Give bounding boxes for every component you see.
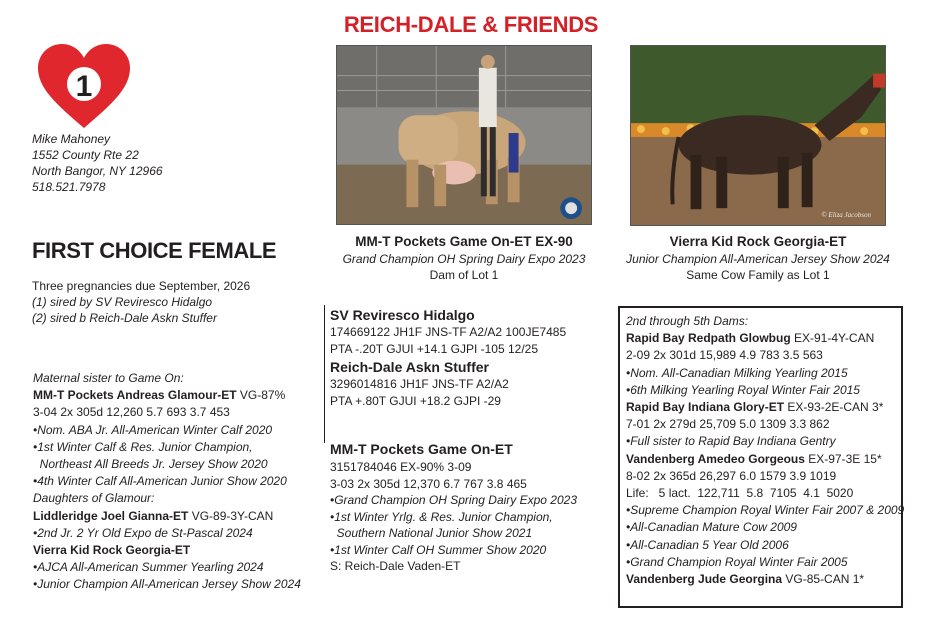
heart-icon [36,42,132,130]
dam-award: •1st Winter Calf OH Summer Show 2020 [330,542,547,557]
sire-pta-line: PTA +.80T GJUI +18.2 GJPI -29 [330,394,501,408]
dam4-award: •All-Canadian Mature Cow 2009 [626,520,797,535]
dam-id-line: 3151784046 EX-90% 3-09 [330,460,472,474]
sire-id-line: 3296014816 JH1F JNS-TF A2/A2 [330,377,509,391]
sister-score: VG-87% [236,388,286,403]
daughter-score: VG-89-3Y-CAN [188,508,274,523]
sister-name: MM-T Pockets Andreas Glamour-ET [33,388,237,403]
lot-heading: FIRST CHOICE FEMALE [32,238,277,263]
dam3-award: •Full sister to Rapid Bay Indiana Gentry [626,434,836,449]
dam4-score: EX-97-3E 15* [804,451,882,466]
dam2-name: Rapid Bay Redpath Glowbug [626,331,791,346]
dam5-score: VG-85-CAN 1* [782,572,865,587]
dam-award: Southern National Junior Show 2021 [330,526,533,540]
consignor-contact [32,131,163,195]
dam2-award: •6th Milking Yearling Royal Winter Fair 2015 [626,382,860,397]
pregnancy-line: (2) sired b Reich-Dale Askn Stuffer [32,311,217,325]
caption-relation: Dam of Lot 1 [429,268,499,282]
caption-award: Grand Champion OH Spring Dairy Expo 2023 [342,252,586,266]
cow-photo-illustration [631,46,885,225]
dam-name: MM-T Pockets Game On-ET [330,441,513,457]
daughter-award: •2nd Jr. 2 Yr Old Expo de St-Pascal 2024 [33,525,253,540]
daughter-name: Liddleridge Joel Gianna-ET [33,508,189,523]
maternal-sister-block [33,370,301,594]
pregnancy-line: (1) sired by SV Reviresco Hidalgo [32,295,213,309]
dam4-name: Vandenberg Amedeo Gorgeous [626,451,805,466]
photo-caption-georgia [612,233,904,283]
daughter-award: •Junior Champion All-American Jersey Show 2024 [33,577,301,592]
photo-georgia [630,45,886,226]
caption-cow-name: MM-T Pockets Game On-ET EX-90 [355,234,573,249]
dam3-record: 7-01 2x 279d 25,709 5.0 1309 3.3 862 [626,417,830,432]
lot-number: 1 [75,70,93,103]
dam-record: 3-03 2x 305d 12,370 6.7 767 3.8 465 [330,476,527,491]
dam4-award: •All-Canadian 5 Year Old 2006 [626,537,789,552]
dam-block [330,440,577,575]
dam4-award: •Grand Champion Royal Winter Fair 2005 [626,554,848,569]
dam4-record: 8-02 2x 365d 26,297 6.0 1579 3.9 1019 [626,468,837,483]
dam4-award: •Supreme Champion Royal Winter Fair 2007 & 2009 [626,503,905,518]
dam-award: •1st Winter Yrlg. & Res. Junior Champion, [330,509,553,524]
page-title: REICH-DALE & FRIENDS [343,12,599,37]
sire-pta-line: PTA -.20T GJUI +14.1 GJPI -105 12/25 [330,342,538,356]
sires-block [330,306,566,410]
sire-name: SV Reviresco Hidalgo [330,307,475,323]
photo-game-on [336,45,592,225]
sister-record: 3-04 2x 305d 12,260 5.7 693 3.7 453 [33,405,230,420]
sister-award: Northeast All Breeds Jr. Jersey Show 2020 [33,457,268,472]
dams-block [626,313,904,588]
sire-name: Reich-Dale Askn Stuffer [330,359,489,375]
cow-photo-illustration [337,46,591,224]
dam2-score: EX-91-4Y-CAN [790,331,875,346]
daughters-intro: Daughters of Glamour: [33,491,155,506]
contact-address-2: North Bangor, NY 12966 [32,164,163,178]
sire-id-line: 174669122 JH1F JNS-TF A2/A2 100JE7485 [330,325,567,339]
pregnancy-info [32,278,250,326]
dam2-record: 2-09 2x 301d 15,989 4.9 783 3.5 563 [626,348,823,363]
contact-phone: 518.521.7978 [32,180,106,194]
dam-sire: S: Reich-Dale Vaden-ET [330,559,461,573]
contact-name: Mike Mahoney [32,132,111,146]
dam-award: •Grand Champion OH Spring Dairy Expo 2023 [330,493,577,507]
daughter-award: •AJCA All-American Summer Yearling 2024 [33,560,264,575]
photo-credit: © Eliza Jacobson [821,211,871,219]
pregnancy-line: Three pregnancies due September, 2026 [32,279,251,293]
dams-intro: 2nd through 5th Dams: [626,314,749,328]
photo-caption-game-on [320,233,608,283]
contact-address-1: 1552 County Rte 22 [32,148,139,162]
sires-divider [324,305,325,443]
dam5-name: Vandenberg Jude Georgina [626,572,783,587]
daughter-name: Vierra Kid Rock Georgia-ET [33,543,191,558]
caption-award: Junior Champion All-American Jersey Show 2024 [626,252,890,266]
caption-relation: Same Cow Family as Lot 1 [686,268,830,282]
caption-cow-name: Vierra Kid Rock Georgia-ET [669,234,847,249]
dam3-name: Rapid Bay Indiana Glory-ET [626,400,785,415]
sister-award: •1st Winter Calf & Res. Junior Champion, [33,439,253,454]
sister-award: •Nom. ABA Jr. All-American Winter Calf 2020 [33,422,273,437]
sister-award: •4th Winter Calf All-American Junior Show 2020 [33,474,287,489]
dam4-lifetime: Life: 5 lact. 122,711 5.8 7105 4.1 5020 [626,486,854,501]
maternal-intro: Maternal sister to Game On: [33,371,184,385]
dam3-score: EX-93-2E-CAN 3* [784,400,884,415]
lot-heart-badge [36,42,132,130]
dam2-award: •Nom. All-Canadian Milking Yearling 2015 [626,365,848,380]
